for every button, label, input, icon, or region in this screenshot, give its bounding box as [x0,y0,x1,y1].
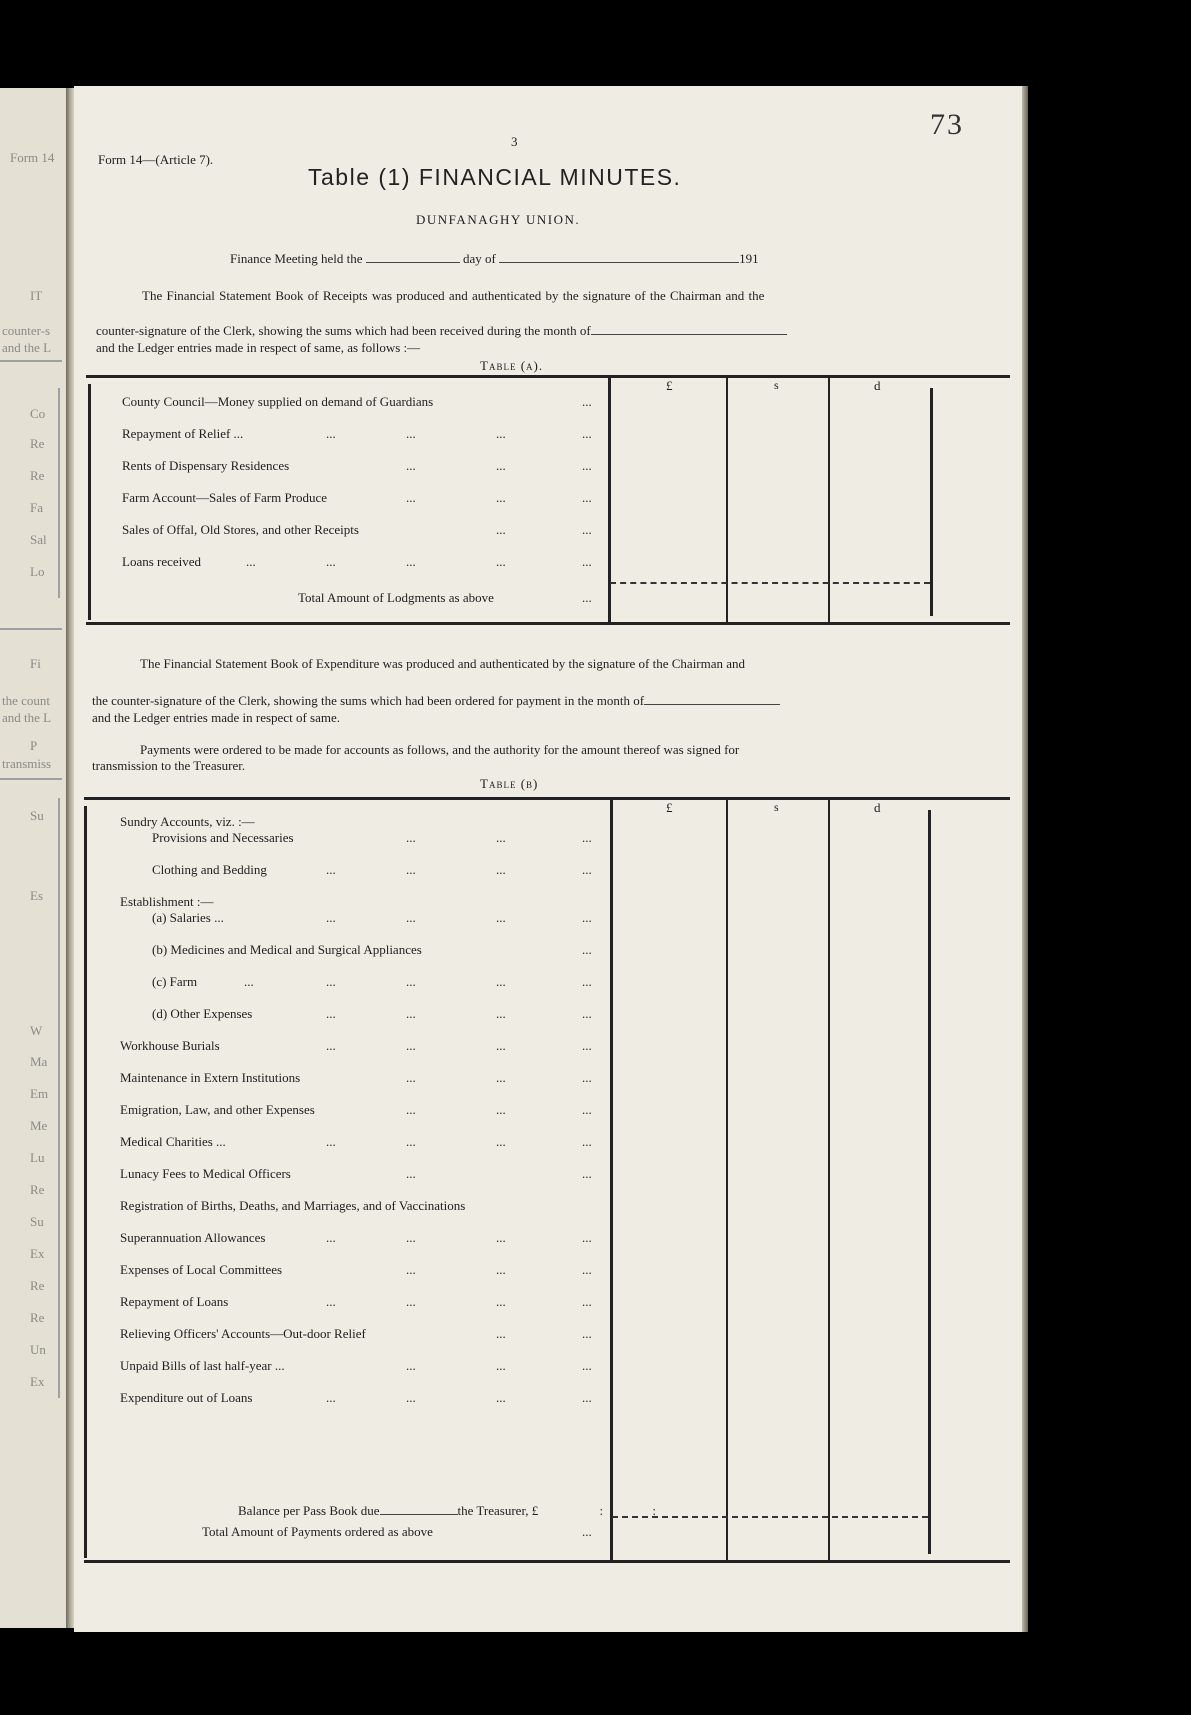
column-header-pence: d [874,800,881,815]
row-dots: ... [326,1038,336,1053]
row-dots: ... [582,1038,592,1053]
facing-page-text: Re [30,1278,45,1293]
facing-page-text: Lu [30,1150,45,1165]
expense-row-label: (c) Farm [152,974,198,989]
column-header-shillings: s [774,378,779,392]
row-dots: ... [406,1390,416,1405]
row-dots: ... [496,1006,506,1021]
receipt-row-label: Farm Account—Sales of Farm Produce [122,490,328,505]
facing-page-text: Ma [30,1054,48,1069]
row-dots: ... [406,1262,416,1277]
expense-row-label: Lunacy Fees to Medical Officers [120,1166,291,1181]
row-dots: ... [406,974,416,989]
expense-row-label: Medical Charities ... [120,1134,226,1149]
row-dots: ... [496,862,506,877]
facing-page-text: Lo [30,564,45,579]
payments-total-label: Total Amount of Payments ordered as above [202,1524,433,1539]
row-dots: ... [406,1070,416,1085]
facing-page-text: P [30,738,38,753]
row-dots: ... [582,1294,592,1309]
row-dots: ... [496,522,506,537]
page-edge [1022,86,1028,1632]
row-dots: ... [582,1134,592,1149]
receipts-total-label: Total Amount of Lodgments as above [298,590,494,605]
facing-page-text: IT [30,288,43,303]
row-dots: ... [496,554,506,569]
facing-page-text: Ex [30,1246,45,1261]
page-title: Table (1) FINANCIAL MINUTES. [308,164,682,190]
expense-row-label: Establishment :— [120,894,214,909]
receipt-row-label: Loans received [122,554,202,569]
page-number: 73 [930,108,964,141]
row-dots: ... [582,1524,592,1539]
facing-page-text: Fa [30,500,43,515]
row-dots: ... [496,910,506,925]
expense-row-label: Relieving Officers' Accounts—Out-door Relief [120,1326,366,1341]
row-dots: ... [496,426,506,441]
receipts-month-line [96,322,787,339]
facing-page-text: counter-s [2,323,51,338]
facing-page-text: Re [30,1310,45,1325]
row-dots: ... [406,830,416,845]
row-dots: ... [326,974,336,989]
row-dots: ... [246,554,256,569]
row-dots: ... [582,394,592,409]
row-dots: ... [496,974,506,989]
row-dots: ... [406,1230,416,1245]
expenditure-intro-line: transmission to the Treasurer. [92,758,246,773]
row-dots: ... [496,1038,506,1053]
balance-suffix: the Treasurer, £ [457,1503,539,1518]
row-dots: ... [582,1070,592,1085]
row-dots: ... [406,1294,416,1309]
receipt-row-label: Sales of Offal, Old Stores, and other Receipts [122,522,359,537]
facing-page-text: Re [30,1182,45,1197]
facing-page-text: Un [30,1342,46,1357]
row-dots: ... [496,1262,506,1277]
row-dots: ... [582,1230,592,1245]
row-dots: ... [582,1358,592,1373]
balance-separator: : [599,1503,604,1518]
row-dots: ... [496,1326,506,1341]
table-b [84,797,1010,1563]
expense-row-label: (b) Medicines and Medical and Surgical Appliances [152,942,422,957]
row-dots: ... [406,1006,416,1021]
receipt-row-label: Repayment of Relief ... [122,426,244,441]
balance-line [238,1502,656,1519]
expense-row-label: Repayment of Loans [120,1294,229,1309]
row-dots: ... [582,458,592,473]
receipt-row-label: Rents of Dispensary Residences [122,458,290,473]
meeting-prefix: Finance Meeting held the [230,251,363,266]
row-dots: ... [496,830,506,845]
row-dots: ... [582,522,592,537]
expense-row-label: Registration of Births, Deaths, and Marriages, and of Vaccinations [120,1198,466,1213]
meeting-line [230,250,759,267]
row-dots: ... [326,1134,336,1149]
facing-page-text: and the L [2,340,52,355]
row-dots: ... [582,490,592,505]
expenditure-month-line [92,692,780,709]
receipts-intro-line: The Financial Statement Book of Receipts was produced and authenticated by the signature of the Chairman and the [142,288,765,303]
expense-row-label: Unpaid Bills of last half-year ... [120,1358,285,1373]
row-dots: ... [406,910,416,925]
balance-separator: : [652,1503,656,1518]
facing-page-text: Re [30,436,45,451]
expense-row-label: Emigration, Law, and other Expenses [120,1102,315,1117]
expense-row-label: Workhouse Burials [120,1038,220,1053]
table-a-caption: Table (a). [480,358,544,373]
book-gutter [66,88,74,1628]
expenditure-month-field[interactable] [644,692,780,705]
facing-page-text: Es [30,888,43,903]
document-page [74,86,1024,1632]
facing-page-text: Me [30,1118,48,1133]
row-dots: ... [582,974,592,989]
row-dots: ... [406,1134,416,1149]
table-a [86,375,1010,625]
balance-due-field[interactable] [380,1502,458,1515]
row-dots: ... [326,426,336,441]
balance-prefix: Balance per Pass Book due [238,1503,380,1518]
column-header-pence: d [874,378,881,393]
row-dots: ... [496,1358,506,1373]
row-dots: ... [582,1006,592,1021]
expense-row-label: Superannuation Allowances [120,1230,266,1245]
row-dots: ... [406,1102,416,1117]
row-dots: ... [406,1038,416,1053]
receipts-intro-line: and the Ledger entries made in respect of same, as follows :— [96,340,421,355]
row-dots: ... [496,1230,506,1245]
expense-row-label: Expenditure out of Loans [120,1390,253,1405]
meeting-month-field[interactable] [499,250,739,263]
expense-row-label: (a) Salaries ... [152,910,224,925]
row-dots: ... [496,1102,506,1117]
row-dots: ... [582,1166,592,1181]
receipts-intro-line: counter-signature of the Clerk, showing the sums which had been received during the month of [96,323,591,338]
receipt-row-label: County Council—Money supplied on demand of Guardians [122,394,434,409]
row-dots: ... [326,1294,336,1309]
expense-row-label: Expenses of Local Committees [120,1262,283,1277]
form-reference: Form 14—(Article 7). [98,152,214,167]
expenditure-intro-line: The Financial Statement Book of Expenditure was produced and authenticated by the signature of the Chairman and [140,656,746,671]
receipts-month-field[interactable] [591,322,787,335]
column-header-pounds: £ [666,378,673,393]
row-dots: ... [406,1166,416,1181]
facing-page-text: Su [30,808,44,823]
facing-page-edge [0,88,74,1628]
row-dots: ... [582,426,592,441]
meeting-day-field[interactable] [366,250,460,263]
row-dots: ... [406,426,416,441]
row-dots: ... [582,942,592,957]
row-dots: ... [582,862,592,877]
row-dots: ... [326,862,336,877]
row-dots: ... [582,554,592,569]
row-dots: ... [326,1390,336,1405]
facing-page-text: Ex [30,1374,45,1389]
row-dots: ... [406,554,416,569]
row-dots: ... [496,1134,506,1149]
row-dots: ... [496,490,506,505]
expenditure-intro-line: and the Ledger entries made in respect of same. [92,710,340,725]
row-dots: ... [496,1294,506,1309]
column-header-pounds: £ [666,800,673,815]
row-dots: ... [406,490,416,505]
expenditure-intro-line: the counter-signature of the Clerk, showing the sums which had been ordered for payment in the month of [92,693,645,708]
row-dots: ... [326,1006,336,1021]
row-dots: ... [326,910,336,925]
row-dots: ... [496,1070,506,1085]
facing-page-text: Em [30,1086,49,1101]
meeting-mid: day of [463,251,496,266]
row-dots: ... [326,1230,336,1245]
row-dots: ... [326,554,336,569]
facing-page-text: Re [30,468,45,483]
expense-row-label: Sundry Accounts, viz. :— [120,814,255,829]
facing-page-text: Su [30,1214,44,1229]
expense-row-label: Provisions and Necessaries [152,830,294,845]
column-header-shillings: s [774,800,779,814]
facing-page-text: the count [2,693,51,708]
facing-page-text: Fi [30,656,41,671]
row-dots: ... [406,862,416,877]
row-dots: ... [582,1390,592,1405]
expenditure-intro-line: Payments were ordered to be made for accounts as follows, and the authority for the amount thereof was signed for [140,742,740,757]
facing-page-text: Form 14 [10,150,55,165]
row-dots: ... [582,590,592,605]
row-dots: ... [244,974,254,989]
row-dots: ... [582,830,592,845]
facing-page-text: Co [30,406,46,421]
row-dots: ... [406,458,416,473]
expense-row-label: (d) Other Expenses [152,1006,253,1021]
facing-page-text: transmiss [2,756,52,771]
expense-row-label: Maintenance in Extern Institutions [120,1070,301,1085]
row-dots: ... [582,1262,592,1277]
facing-page-text: and the L [2,710,52,725]
sheet-number: 3 [511,134,518,149]
facing-page-text: Sal [30,532,47,547]
row-dots: ... [582,1102,592,1117]
row-dots: ... [406,1358,416,1373]
meeting-year: 191 [739,251,759,266]
expense-row-label: Clothing and Bedding [152,862,267,877]
union-name: DUNFANAGHY UNION. [416,212,581,227]
facing-page-text: W [30,1023,43,1038]
row-dots: ... [496,1390,506,1405]
row-dots: ... [582,910,592,925]
table-b-caption: Table (b) [480,776,539,791]
row-dots: ... [496,458,506,473]
row-dots: ... [582,1326,592,1341]
